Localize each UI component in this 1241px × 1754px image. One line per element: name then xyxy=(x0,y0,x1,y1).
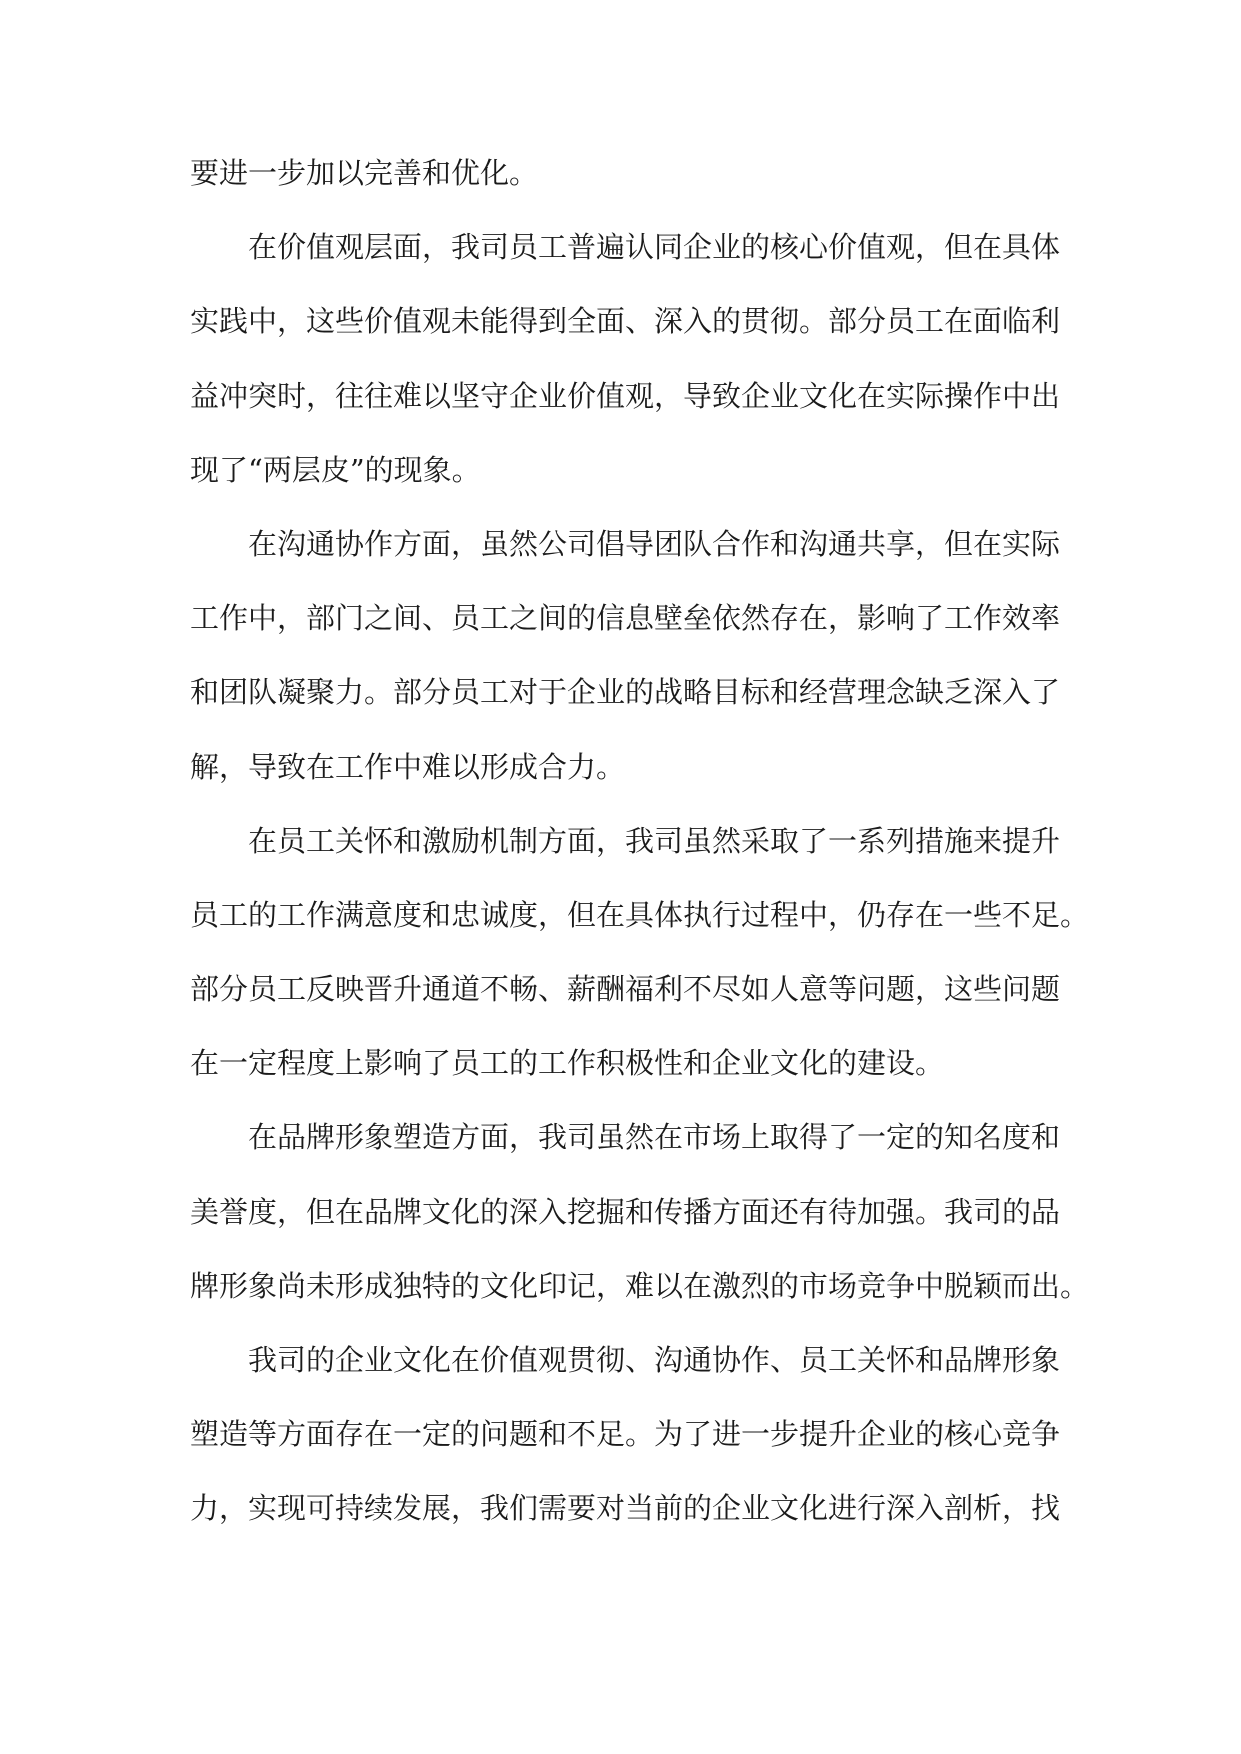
text-line: 在一定程度上影响了员工的工作积极性和企业文化的建设。 xyxy=(190,1046,945,1081)
text-line: 塑造等方面存在一定的问题和不足。为了进一步提升企业的核心竞争 xyxy=(190,1417,1061,1452)
text-line: 员工的工作满意度和忠诚度，但在具体执行过程中，仍存在一些不足。 xyxy=(190,897,1090,932)
document-body xyxy=(190,146,1090,1556)
text-line: 现了“两层皮”的现象。 xyxy=(190,452,481,487)
text-line: 力，实现可持续发展，我们需要对当前的企业文化进行深入剖析，找 xyxy=(190,1491,1061,1526)
text-line: 牌形象尚未形成独特的文化印记，难以在激烈的市场竞争中脱颖而出。 xyxy=(190,1268,1090,1303)
text-line: 在员工关怀和激励机制方面，我司虽然采取了一系列措施来提升 xyxy=(248,823,1061,858)
text-line: 工作中，部门之间、员工之间的信息壁垒依然存在，影响了工作效率 xyxy=(190,601,1061,636)
text-line: 美誉度，但在品牌文化的深入挖掘和传播方面还有待加强。我司的品 xyxy=(190,1194,1061,1229)
text-line: 部分员工反映晋升通道不畅、薪酬福利不尽如人意等问题，这些问题 xyxy=(190,972,1061,1007)
text-line: 实践中，这些价值观未能得到全面、深入的贯彻。部分员工在面临利 xyxy=(190,304,1061,339)
text-line: 要进一步加以完善和优化。 xyxy=(190,156,539,190)
text-line: 益冲突时，往往难以坚守企业价值观，导致企业文化在实际操作中出 xyxy=(190,378,1061,413)
text-line: 我司的企业文化在价值观贯彻、沟通协作、员工关怀和品牌形象 xyxy=(248,1343,1061,1377)
text-line: 解，导致在工作中难以形成合力。 xyxy=(190,749,626,784)
text-line: 在品牌形象塑造方面，我司虽然在市场上取得了一定的知名度和 xyxy=(248,1120,1061,1155)
text-line: 在价值观层面，我司员工普遍认同企业的核心价值观，但在具体 xyxy=(248,230,1061,265)
text-line: 和团队凝聚力。部分员工对于企业的战略目标和经营理念缺乏深入了 xyxy=(190,675,1061,710)
text-line: 在沟通协作方面，虽然公司倡导团队合作和沟通共享，但在实际 xyxy=(248,526,1061,561)
